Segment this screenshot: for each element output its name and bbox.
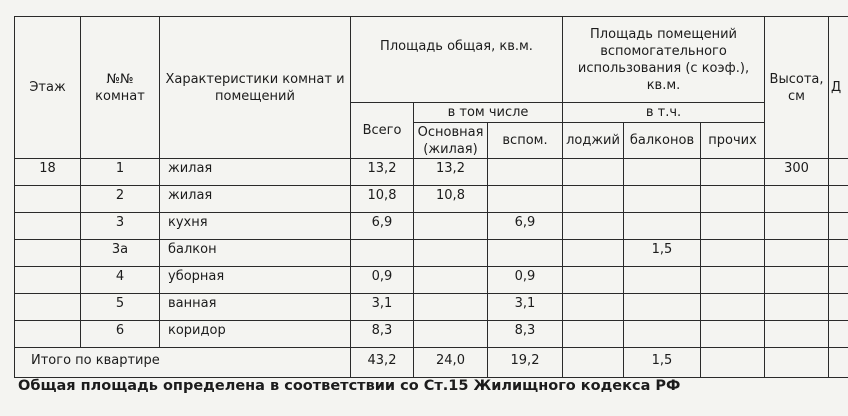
cell-edge bbox=[829, 240, 848, 267]
cell-total bbox=[351, 240, 414, 267]
header-loggia: лоджий bbox=[563, 123, 624, 159]
cell-floor bbox=[15, 294, 81, 321]
table-row bbox=[15, 186, 848, 213]
totals-loggia bbox=[563, 348, 624, 378]
cell-balcony bbox=[624, 186, 701, 213]
header-including: в том числе bbox=[414, 103, 563, 123]
cell-balcony bbox=[624, 321, 701, 348]
cell-edge bbox=[829, 267, 848, 294]
cell-edge bbox=[829, 159, 848, 186]
cell-main bbox=[414, 294, 488, 321]
cell-other bbox=[701, 294, 765, 321]
cell-balcony bbox=[624, 213, 701, 240]
cell-room-name: уборная bbox=[160, 267, 351, 294]
apartment-area-table bbox=[14, 16, 848, 378]
cell-room-name: ванная bbox=[160, 294, 351, 321]
cell-room-number: 2 bbox=[81, 186, 160, 213]
cell-main bbox=[414, 267, 488, 294]
cell-height: 300 bbox=[765, 159, 829, 186]
cell-balcony bbox=[624, 294, 701, 321]
table-row bbox=[15, 321, 848, 348]
cell-edge bbox=[829, 213, 848, 240]
cell-edge bbox=[829, 294, 848, 321]
totals-label: Итого по квартире bbox=[15, 348, 351, 378]
cell-aux bbox=[488, 186, 563, 213]
table-row bbox=[15, 159, 848, 186]
cell-room-name: балкон bbox=[160, 240, 351, 267]
cell-balcony bbox=[624, 159, 701, 186]
header-cut-off: Д bbox=[829, 17, 848, 159]
cell-loggia bbox=[563, 159, 624, 186]
cell-edge bbox=[829, 321, 848, 348]
table-row bbox=[15, 267, 848, 294]
cell-main: 13,2 bbox=[414, 159, 488, 186]
cell-other bbox=[701, 240, 765, 267]
cell-height bbox=[765, 186, 829, 213]
cell-other bbox=[701, 213, 765, 240]
cell-edge bbox=[829, 186, 848, 213]
cell-floor: 18 bbox=[15, 159, 81, 186]
totals-height bbox=[765, 348, 829, 378]
cell-room-number: 5 bbox=[81, 294, 160, 321]
header-aux: вспом. bbox=[488, 123, 563, 159]
cell-loggia bbox=[563, 294, 624, 321]
cell-total: 10,8 bbox=[351, 186, 414, 213]
cell-loggia bbox=[563, 267, 624, 294]
cell-room-name: жилая bbox=[160, 159, 351, 186]
header-total-area: Площадь общая, кв.м. bbox=[351, 17, 563, 103]
cell-main bbox=[414, 240, 488, 267]
cell-room-number: 3а bbox=[81, 240, 160, 267]
cell-aux: 0,9 bbox=[488, 267, 563, 294]
cell-height bbox=[765, 321, 829, 348]
cell-other bbox=[701, 321, 765, 348]
cell-total: 8,3 bbox=[351, 321, 414, 348]
cell-floor bbox=[15, 213, 81, 240]
header-including-short: в т.ч. bbox=[563, 103, 765, 123]
header-room-characteristics: Характеристики комнат и помещений bbox=[160, 17, 351, 159]
cell-main: 10,8 bbox=[414, 186, 488, 213]
cell-aux: 8,3 bbox=[488, 321, 563, 348]
cell-room-name: кухня bbox=[160, 213, 351, 240]
totals-other bbox=[701, 348, 765, 378]
cell-room-number: 4 bbox=[81, 267, 160, 294]
cell-height bbox=[765, 240, 829, 267]
cell-room-number: 3 bbox=[81, 213, 160, 240]
header-room-number: №№ комнат bbox=[81, 17, 160, 159]
cell-aux: 3,1 bbox=[488, 294, 563, 321]
cell-balcony bbox=[624, 267, 701, 294]
cell-height bbox=[765, 294, 829, 321]
cell-room-number: 1 bbox=[81, 159, 160, 186]
header-floor: Этаж bbox=[15, 17, 81, 159]
cell-loggia bbox=[563, 321, 624, 348]
table-row bbox=[15, 294, 848, 321]
totals-row bbox=[15, 348, 848, 378]
cell-loggia bbox=[563, 213, 624, 240]
cell-floor bbox=[15, 321, 81, 348]
footer-note: Общая площадь определена в соответствии со Ст.15 Жилищного кодекса РФ bbox=[18, 378, 681, 394]
cell-total: 3,1 bbox=[351, 294, 414, 321]
cell-total: 13,2 bbox=[351, 159, 414, 186]
cell-other bbox=[701, 186, 765, 213]
cell-aux bbox=[488, 240, 563, 267]
cell-aux bbox=[488, 159, 563, 186]
cell-main bbox=[414, 213, 488, 240]
table-row bbox=[15, 213, 848, 240]
totals-main: 24,0 bbox=[414, 348, 488, 378]
table-row bbox=[15, 240, 848, 267]
cell-floor bbox=[15, 186, 81, 213]
cell-loggia bbox=[563, 186, 624, 213]
header-all: Всего bbox=[351, 103, 414, 159]
cell-height bbox=[765, 267, 829, 294]
header-auxiliary-area: Площадь помещений вспомогательного использования (с коэф.), кв.м. bbox=[563, 17, 765, 103]
cell-floor bbox=[15, 240, 81, 267]
cell-edge bbox=[829, 348, 848, 378]
cell-loggia bbox=[563, 240, 624, 267]
cell-other bbox=[701, 159, 765, 186]
cell-floor bbox=[15, 267, 81, 294]
header-main-living: Основная (жилая) bbox=[414, 123, 488, 159]
cell-balcony: 1,5 bbox=[624, 240, 701, 267]
cell-aux: 6,9 bbox=[488, 213, 563, 240]
cell-height bbox=[765, 213, 829, 240]
cell-main bbox=[414, 321, 488, 348]
cell-other bbox=[701, 267, 765, 294]
header-height: Высота, см bbox=[765, 17, 829, 159]
totals-total: 43,2 bbox=[351, 348, 414, 378]
totals-balcony: 1,5 bbox=[624, 348, 701, 378]
header-other: прочих bbox=[701, 123, 765, 159]
cell-room-name: коридор bbox=[160, 321, 351, 348]
cell-total: 0,9 bbox=[351, 267, 414, 294]
cell-room-number: 6 bbox=[81, 321, 160, 348]
header-balcony: балконов bbox=[624, 123, 701, 159]
cell-total: 6,9 bbox=[351, 213, 414, 240]
totals-aux: 19,2 bbox=[488, 348, 563, 378]
cell-room-name: жилая bbox=[160, 186, 351, 213]
